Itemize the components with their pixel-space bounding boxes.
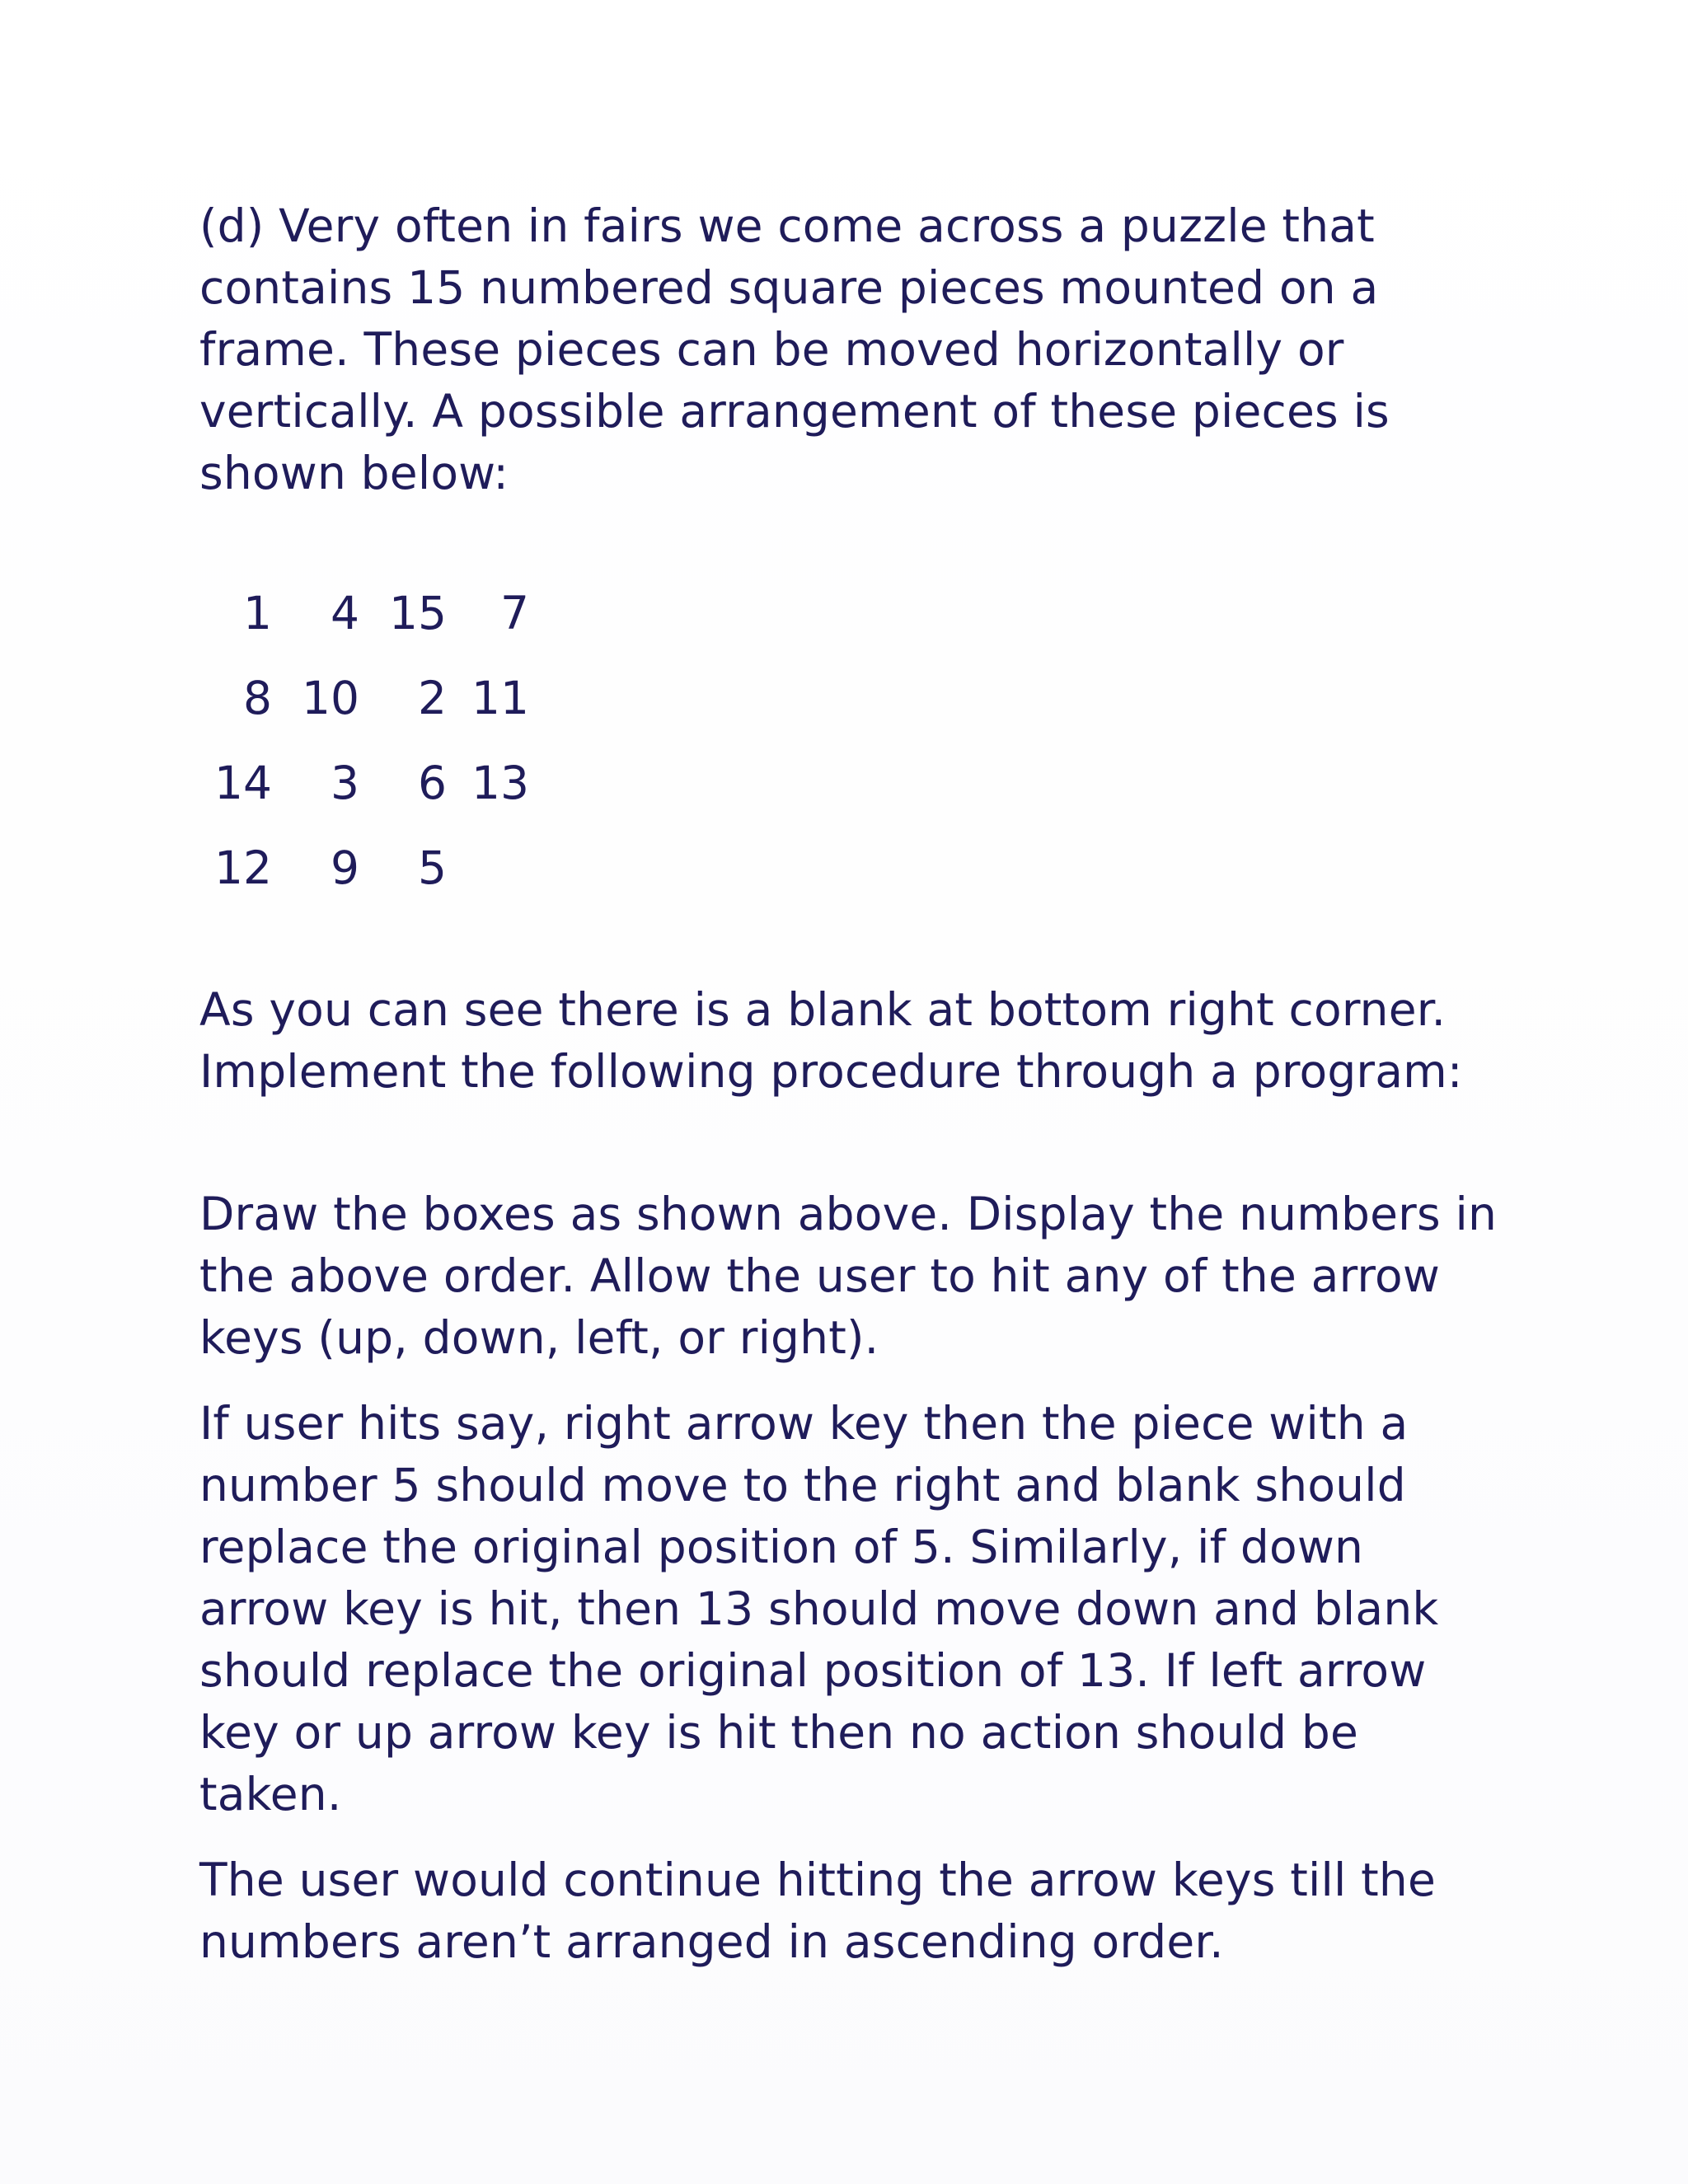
intro-paragraph: (d) Very often in fairs we come across a puzzle that contains 15 numbered square pieces mounted on a frame. These pieces can be moved horizontally or vertically. A possible arrangement of these pieces is shown below:	[199, 199, 1390, 499]
puzzle-cell: 4	[331, 587, 359, 640]
puzzle-cell: 2	[418, 672, 447, 724]
puzzle-cell: 11	[471, 672, 529, 724]
puzzle-cell: 5	[418, 841, 447, 894]
draw-instructions-paragraph: Draw the boxes as shown above. Display the numbers in the above order. Allow the user to hit any of the arrow keys (up, down, left, or right).	[199, 1188, 1498, 1364]
arrow-rules-paragraph: If user hits say, right arrow key then the piece with a number 5 should move to the right and blank should replace the original position of 5. Similarly, if down arrow key is hit, then 13 should move down and blank should replace the original position of 13. If left arrow key or up arrow key is hit then no action should be taken.	[199, 1397, 1439, 1821]
puzzle-cell: 3	[331, 757, 359, 809]
puzzle-grid	[199, 580, 554, 935]
puzzle-cell: 8	[243, 672, 272, 724]
puzzle-cell: 6	[418, 757, 447, 809]
puzzle-cell: 15	[389, 587, 447, 640]
puzzle-cell-blank	[447, 835, 529, 901]
puzzle-cell: 9	[331, 841, 359, 894]
puzzle-cell: 10	[302, 672, 359, 724]
blank-note-paragraph: As you can see there is a blank at bottom right corner. Implement the following procedure through a program:	[199, 983, 1463, 1098]
continue-note-paragraph: The user would continue hitting the arrow keys till the numbers aren’t arranged in ascending order.	[199, 1854, 1437, 1968]
puzzle-cell: 13	[471, 757, 529, 809]
puzzle-cell: 1	[243, 587, 272, 640]
puzzle-cell: 7	[500, 587, 529, 640]
puzzle-cell: 14	[214, 757, 272, 809]
puzzle-cell: 12	[214, 841, 272, 894]
